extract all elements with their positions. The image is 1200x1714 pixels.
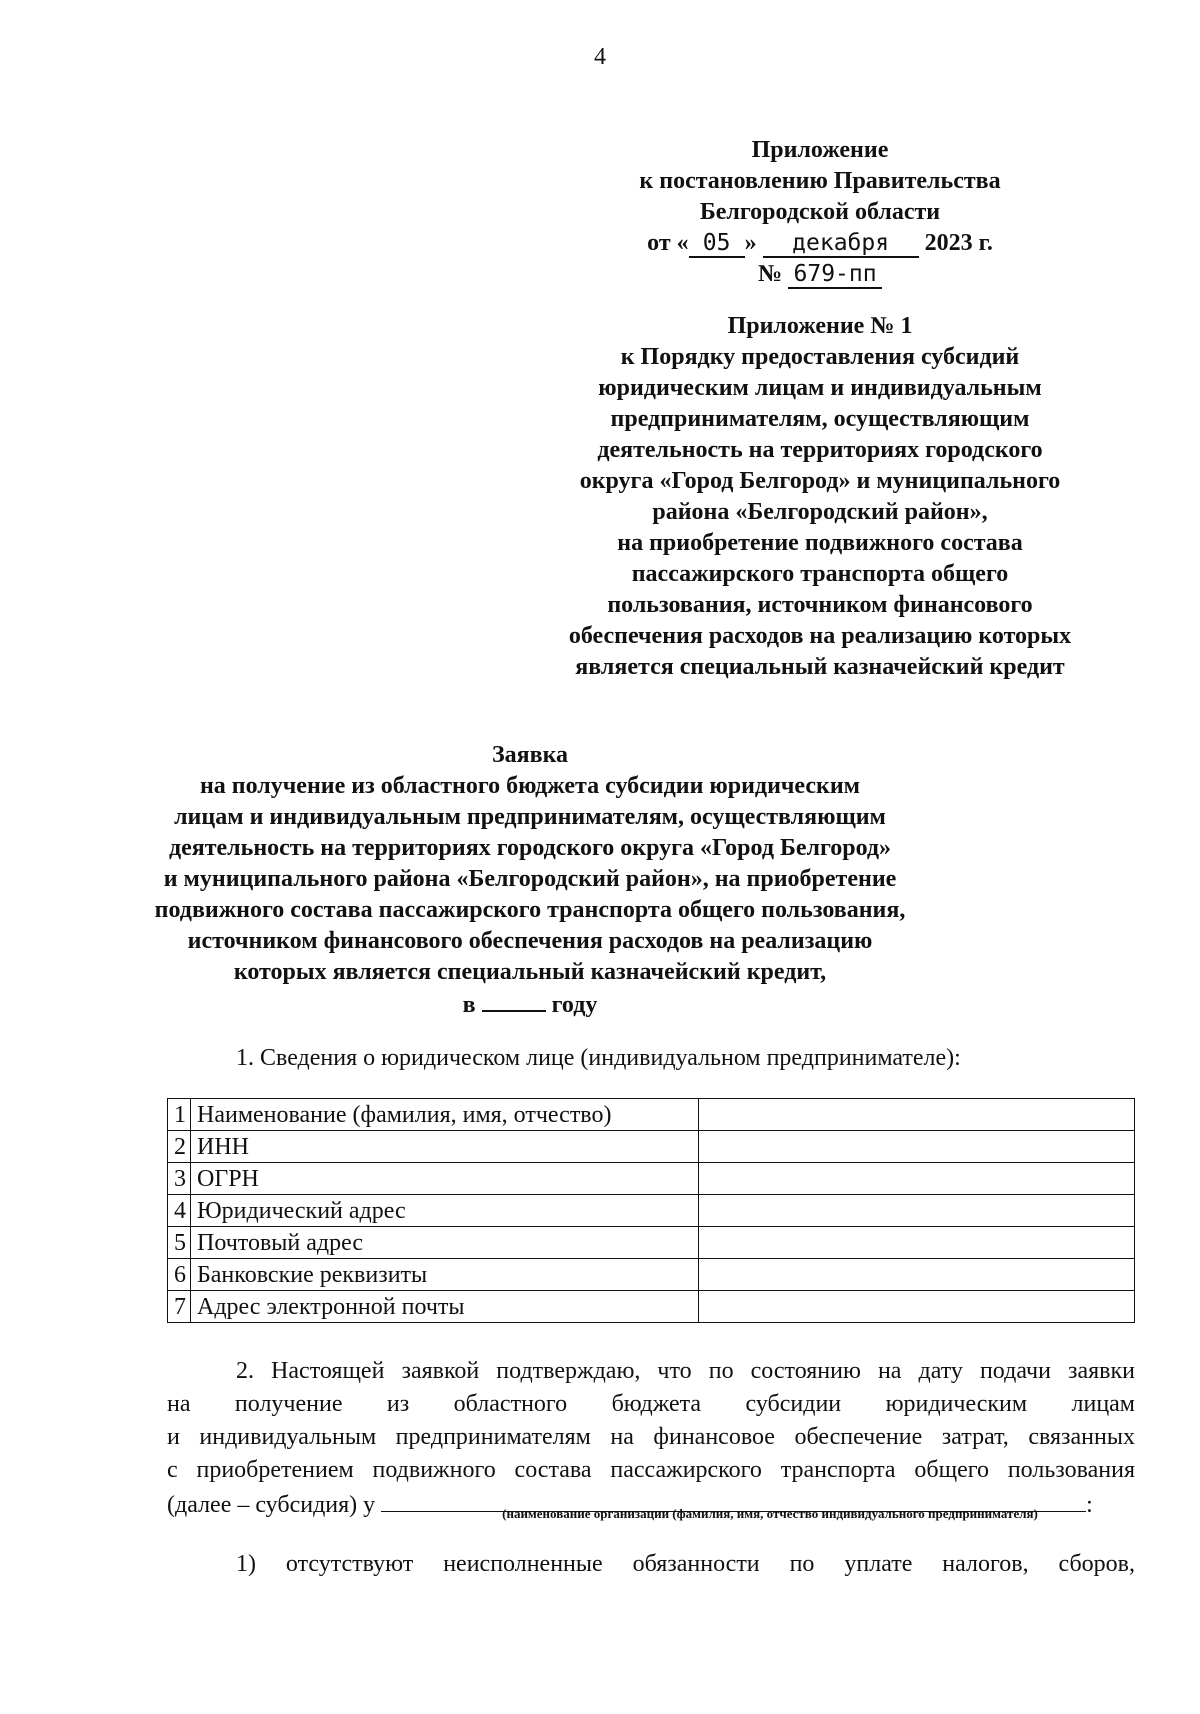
request-line: деятельность на территориях городского округа «Город Белгород» [168, 835, 892, 861]
appendix1-line: пассажирского транспорта общего [631, 561, 1009, 587]
section2-line: 2. Настоящей заявкой подтверждаю, что по состоянию на дату подачи заявки [236, 1358, 1135, 1384]
row-value-cell[interactable] [699, 1195, 1135, 1227]
row-number: 5 [168, 1227, 191, 1259]
appendix1-title: Приложение № 1 [727, 313, 913, 339]
organization-field-caption: (наименование организации (фамилия, имя, отчество индивидуального предпринимателя) [502, 1506, 1038, 1521]
appendix1-line: обеспечения расходов на реализацию которых [568, 623, 1072, 649]
table-row [168, 1291, 1135, 1323]
appendix1-line: предпринимателям, осуществляющим [610, 406, 1030, 432]
appendix1-line: района «Белгородский район», [652, 499, 988, 525]
section2-line: с приобретением подвижного состава пассажирского транспорта общего пользования [167, 1457, 1135, 1483]
row-number: 6 [168, 1259, 191, 1291]
appendix-line: к постановлению Правительства [639, 168, 1001, 194]
appendix-header [560, 135, 1080, 290]
appendix1-line: деятельность на территориях городского [597, 437, 1043, 463]
table-row [168, 1163, 1135, 1195]
appendix1-line: на приобретение подвижного состава [617, 530, 1023, 556]
section2-line5-prefix: (далее – субсидия) у [167, 1492, 376, 1518]
appendix-number [560, 259, 1080, 290]
appendix1-line: пользования, источником финансового [607, 592, 1033, 618]
section2-line: и индивидуальным предпринимателям на финансовое обеспечение затрат, связанных [167, 1424, 1135, 1450]
request-title: Заявка [491, 742, 569, 768]
row-number: 3 [168, 1163, 191, 1195]
table-row [168, 1195, 1135, 1227]
row-value-cell[interactable] [699, 1227, 1135, 1259]
row-label: Адрес электронной почты [191, 1291, 699, 1323]
row-value-cell[interactable] [699, 1099, 1135, 1131]
section2-line5-suffix: : [1086, 1492, 1093, 1518]
row-number: 7 [168, 1291, 191, 1323]
request-line: подвижного состава пассажирского транспорта общего пользования, [154, 897, 906, 923]
date-month: декабря [763, 230, 919, 258]
request-year-line [150, 988, 910, 1021]
table-row [168, 1131, 1135, 1163]
row-value-cell[interactable] [699, 1131, 1135, 1163]
request-line: лицам и индивидуальным предпринимателям, осуществляющим [174, 804, 886, 830]
row-label: Почтовый адрес [191, 1227, 699, 1259]
section1-heading: 1. Сведения о юридическом лице (индивидуальном предпринимателе): [236, 1045, 961, 1071]
appendix-title: Приложение [751, 137, 889, 163]
row-label: Банковские реквизиты [191, 1259, 699, 1291]
request-heading [150, 740, 910, 1021]
section2-line: на получение из областного бюджета субсидии юридическим лицам [167, 1391, 1135, 1417]
item1-text: 1) отсутствуют неисполненные обязанности по уплате налогов, сборов, [236, 1551, 1135, 1577]
date-day: 05 [689, 230, 745, 258]
appendix-date [560, 228, 1080, 259]
row-number: 1 [168, 1099, 191, 1131]
date-mid: » [744, 230, 757, 256]
row-label: Наименование (фамилия, имя, отчество) [191, 1099, 699, 1131]
appendix1-line: к Порядку предоставления субсидий [620, 344, 1020, 370]
row-value-cell[interactable] [699, 1291, 1135, 1323]
request-line: на получение из областного бюджета субсидии юридическим [199, 773, 861, 799]
appendix1-header [560, 311, 1080, 683]
table-row [168, 1259, 1135, 1291]
row-value-cell[interactable] [699, 1163, 1135, 1195]
legal-entity-table [167, 1098, 1135, 1323]
table-row [168, 1099, 1135, 1131]
year-prefix: в [462, 992, 476, 1018]
date-prefix: от « [647, 230, 689, 256]
row-label: ИНН [191, 1131, 699, 1163]
appendix-line: Белгородской области [699, 199, 941, 225]
row-value-cell[interactable] [699, 1259, 1135, 1291]
request-line: и муниципального района «Белгородский район», на приобретение [163, 866, 897, 892]
appendix1-line: юридическим лицам и индивидуальным [598, 375, 1042, 401]
row-label: Юридический адрес [191, 1195, 699, 1227]
row-number: 4 [168, 1195, 191, 1227]
row-label: ОГРН [191, 1163, 699, 1195]
year-suffix: году [551, 992, 598, 1018]
request-line: источником финансового обеспечения расходов на реализацию [187, 928, 873, 954]
section2-paragraph [167, 1355, 1135, 1522]
request-line: которых является специальный казначейский кредит, [233, 959, 827, 985]
appendix1-line: округа «Город Белгород» и муниципального [579, 468, 1061, 494]
section2-item1 [167, 1548, 1135, 1581]
number-value: 679-пп [788, 261, 882, 289]
row-number: 2 [168, 1131, 191, 1163]
year-blank-field[interactable] [482, 988, 546, 1012]
table-row [168, 1227, 1135, 1259]
appendix1-line: является специальный казначейский кредит [575, 654, 1065, 680]
date-year: 2023 г. [924, 230, 993, 256]
number-prefix: № [757, 261, 783, 287]
page-number: 4 [594, 44, 606, 70]
